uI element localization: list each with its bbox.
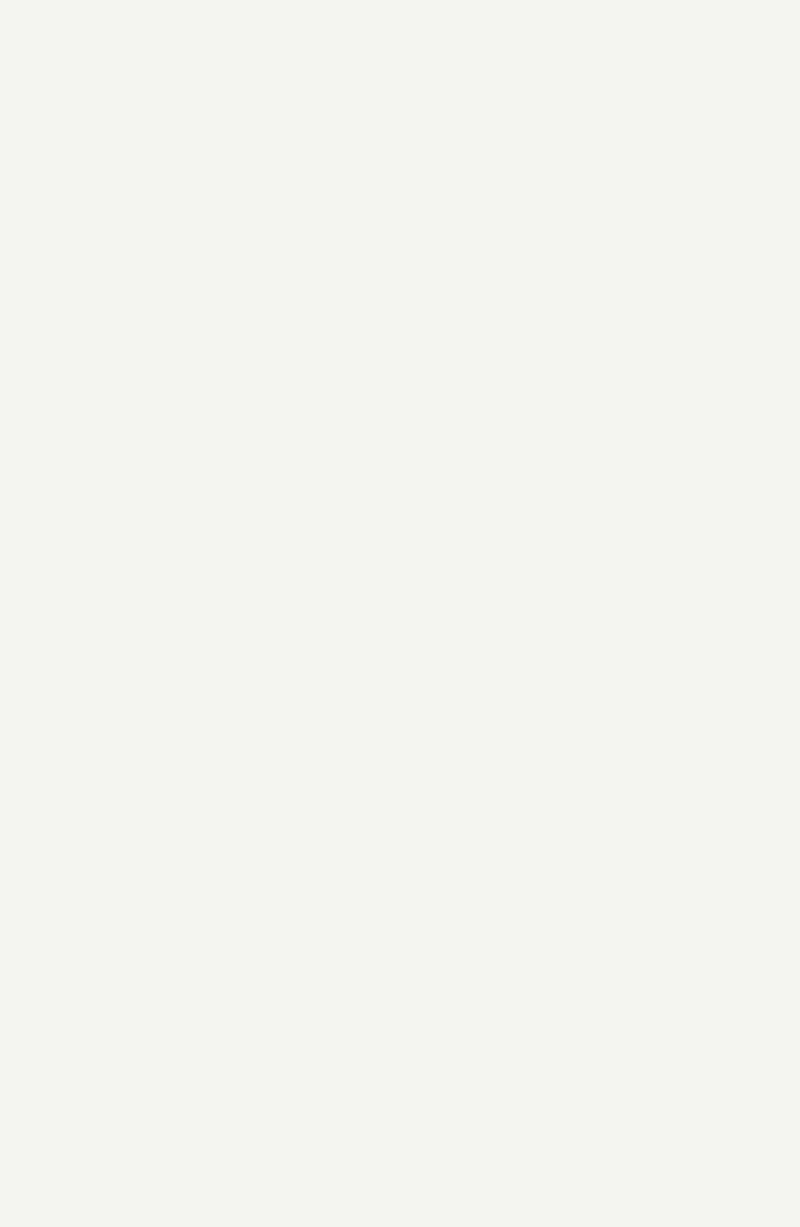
upper-text-block [40, 96, 767, 626]
lower-text-block [40, 636, 767, 1196]
